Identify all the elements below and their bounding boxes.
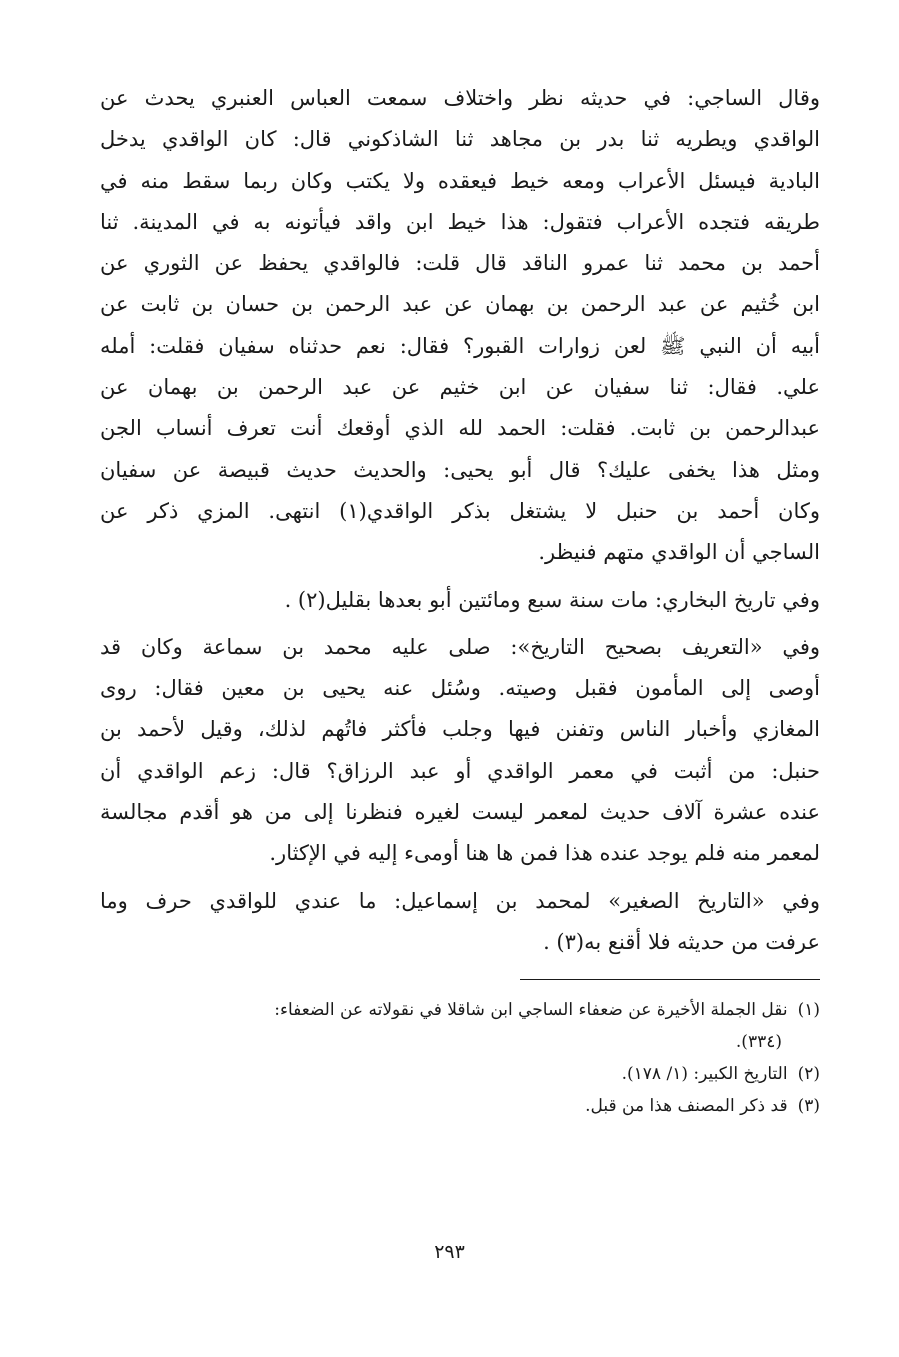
text-line: وفي «التاريخ الصغير» لمحمد بن إسماعيل: ما عندي للواقدي حرف وما <box>100 888 820 913</box>
text-line: وفي تاريخ البخاري: مات سنة سبع ومائتين أبو بعدها بقليل(٢) . <box>284 587 820 612</box>
text-line: حنبل: من أثبت في معمر الواقدي أو عبد الرزاق؟ قال: زعم الواقدي أن <box>100 758 820 783</box>
text-line: أبيه أن النبي ﷺ لعن زوارات القبور؟ فقال: نعم حدثناه سفيان فقلت: أمله <box>100 333 820 358</box>
paragraph-sajis-statement <box>100 78 820 574</box>
text-line: لمعمر منه فلم يوجد عنده هذا فمن ها هنا أومىء إليه في الإكثار. <box>269 841 820 866</box>
text-line: وفي «التعريف بصحيح التاريخ»: صلى عليه محمد بن سماعة وكان قد <box>100 634 820 659</box>
text-line: طريقه فتجده الأعراب فتقول: هذا خيط ابن واقد فيأتونه به في المدينة. ثنا <box>100 209 820 234</box>
text-line: عرفت من حديثه فلا أقنع به(٣) . <box>543 929 820 954</box>
footnote-separator <box>520 979 820 980</box>
footnote-number: (٢) <box>797 1064 820 1085</box>
text-line: أحمد بن محمد ثنا عمرو الناقد قال قلت: فالواقدي يحفظ عن الثوري عن <box>100 251 820 276</box>
text-line: البادية فيسئل الأعراب ومعه خيط فيعقده ولا يكتب وكان ربما سقط منه في <box>100 168 820 193</box>
footnote-continuation: (٣٣٤). <box>735 1032 782 1053</box>
footnote-1 <box>100 994 820 1026</box>
text-line: ومثل هذا يخفى عليك؟ قال أبو يحيى: والحديث حديث قبيصة عن سفيان <box>100 457 820 482</box>
footnotes <box>100 994 820 1122</box>
footnote-number: (١) <box>797 1000 820 1021</box>
text-line: وكان أحمد بن حنبل لا يشتغل بذكر الواقدي(١) انتهى. المزي ذكر عن <box>100 498 821 523</box>
footnote-3 <box>100 1090 820 1122</box>
paragraph-tarikh-saghir <box>100 881 820 964</box>
text-line: وقال الساجي: في حديثه نظر واختلاف سمعت العباس العنبري يحدث عن <box>100 86 820 110</box>
text-line: ابن خُثيم عن عبد الرحمن بن بهمان عن عبد الرحمن بن حسان بن ثابت عن <box>100 292 820 317</box>
paragraph-bukhari-history <box>100 580 820 621</box>
text-line: عبدالرحمن بن ثابت. فقلت: الحمد لله الذي أوقعك أنت تعرف أنساب الجن <box>100 416 820 441</box>
footnote-number: (٣) <box>797 1096 820 1117</box>
page-number: ٢٩٣ <box>434 1241 465 1263</box>
footnote-text: التاريخ الكبير: (١/ ١٧٨). <box>621 1064 788 1085</box>
text-line: الساجي أن الواقدي متهم فنيظر. <box>538 540 820 565</box>
book-page <box>100 78 820 1122</box>
text-line: أوصى إلى المأمون فقبل وصيته. وسُئل عنه يحيى بن معين فقال: روى <box>100 676 820 701</box>
paragraph-tarif <box>100 627 820 875</box>
footnote-text: قد ذكر المصنف هذا من قبل. <box>585 1096 788 1117</box>
text-line: علي. فقال: ثنا سفيان عن ابن خثيم عن عبد الرحمن بن بهمان عن <box>100 375 820 400</box>
text-line: المغازي وأخبار الناس وتفنن فيها وجلب فأكثر فاتُهم لذلك، وقيل لأحمد بن <box>100 717 821 742</box>
text-line: الواقدي ويطريه ثنا بدر بن مجاهد ثنا الشاذكوني قال: كان الواقدي يدخل <box>100 127 820 152</box>
text-line: عنده عشرة آلاف حديث لمعمر ليست لغيره فنظرنا إلى من هو أقدم مجالسة <box>100 800 820 825</box>
footnote-text: نقل الجملة الأخيرة عن ضعفاء الساجي ابن شاقلا في نقولاته عن الضعفاء: <box>274 1000 788 1021</box>
footnote-2 <box>100 1058 820 1090</box>
